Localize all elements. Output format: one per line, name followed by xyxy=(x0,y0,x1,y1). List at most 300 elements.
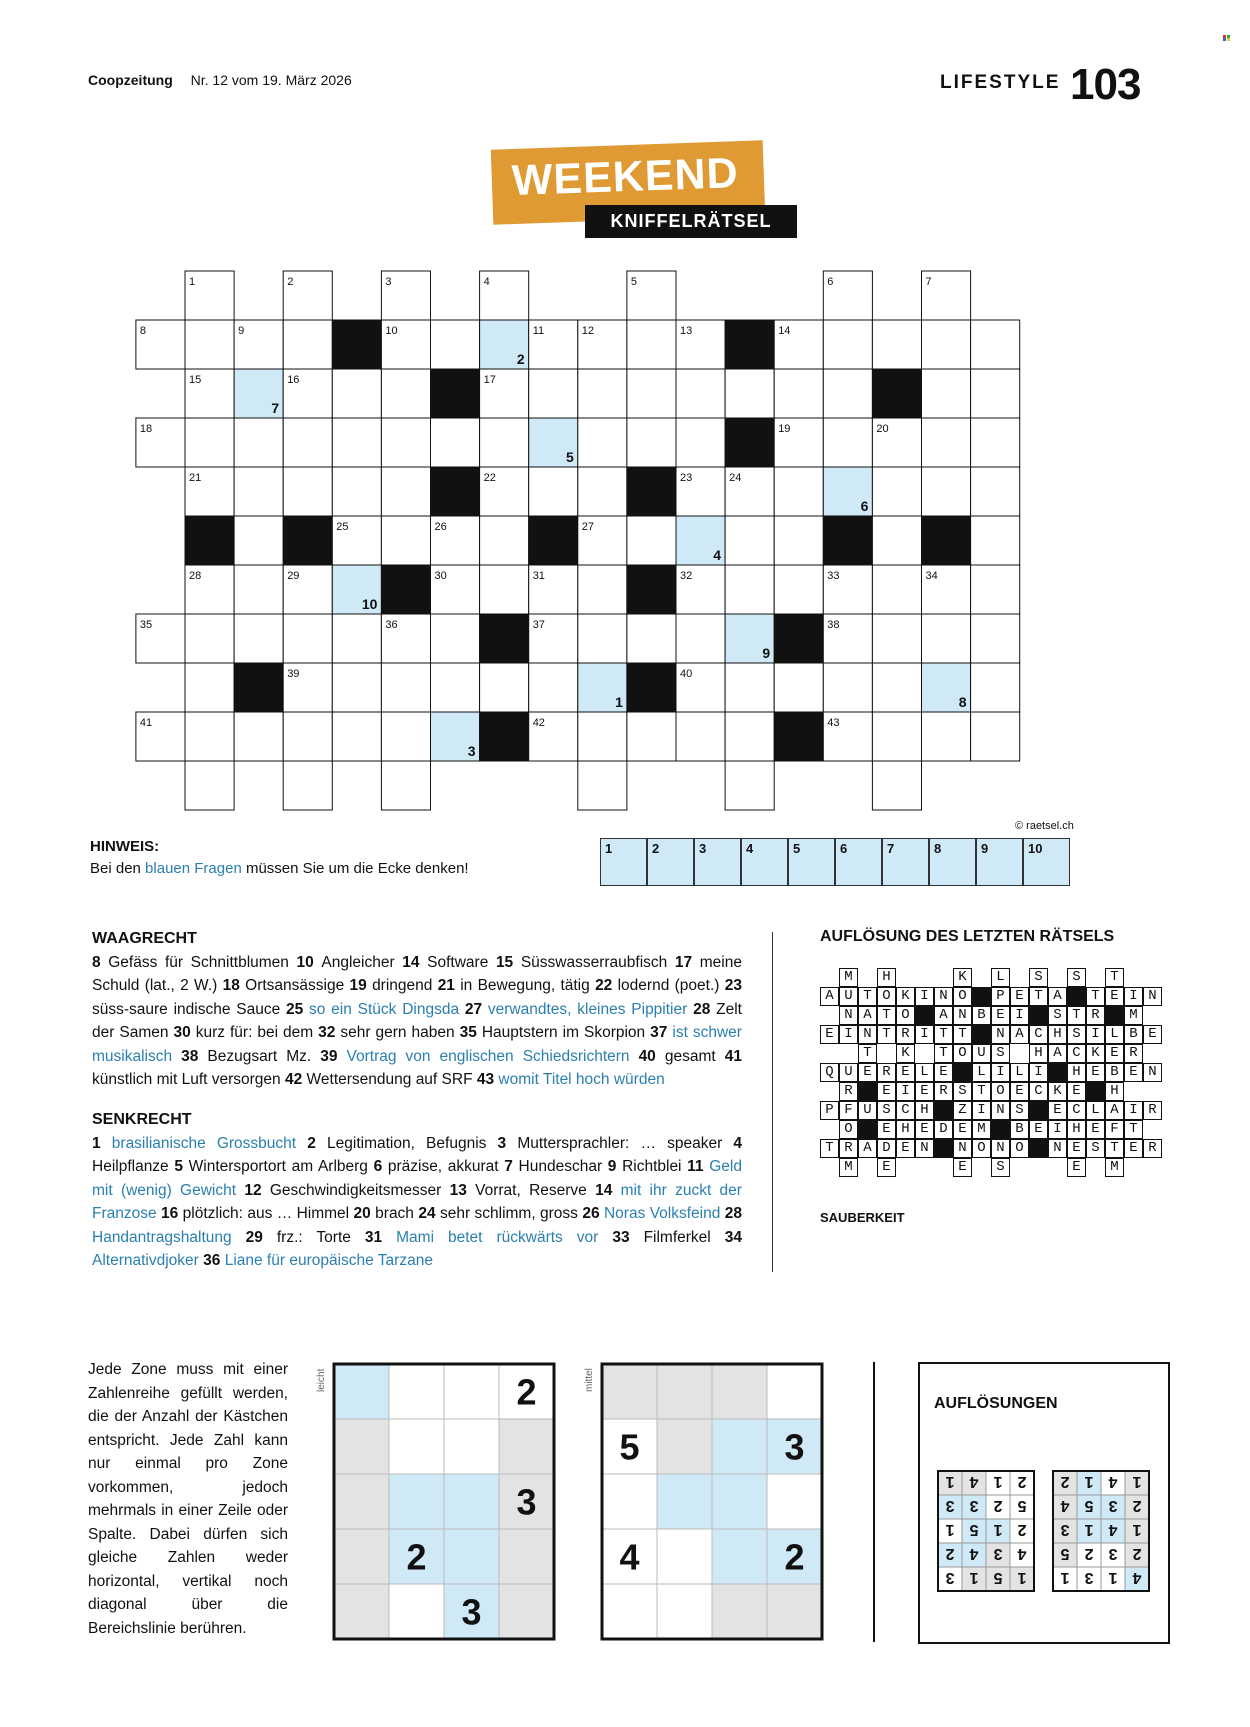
solution-letter: N xyxy=(953,1139,972,1158)
grid-cell[interactable] xyxy=(627,516,676,565)
grid-cell[interactable] xyxy=(725,320,774,369)
grid-cell[interactable] xyxy=(578,761,627,810)
clue-number: 43 xyxy=(476,1071,499,1088)
solution-letter: E xyxy=(877,1120,896,1139)
grid-cell[interactable] xyxy=(234,663,283,712)
answer-number: 3 xyxy=(945,1569,955,1586)
grid-cell[interactable] xyxy=(774,516,823,565)
grid-cell[interactable] xyxy=(725,418,774,467)
zone-cell[interactable] xyxy=(712,1364,767,1419)
solution-letter: L xyxy=(1086,1101,1105,1120)
clue-number: 43 xyxy=(827,717,840,729)
grid-cell[interactable] xyxy=(480,663,529,712)
grid-cell[interactable] xyxy=(971,467,1020,516)
answer-number: 3 xyxy=(945,1497,955,1514)
solution-letter: N xyxy=(1143,987,1162,1006)
grid-cell[interactable] xyxy=(676,712,725,761)
grid-cell[interactable] xyxy=(332,614,381,663)
zone-cell[interactable] xyxy=(499,1419,554,1474)
zone-cell[interactable] xyxy=(389,1474,444,1529)
solution-letter: O xyxy=(1010,1139,1029,1158)
solution-letter: H xyxy=(1067,1063,1086,1082)
zone-cell[interactable] xyxy=(712,1584,767,1639)
solution-letter: S xyxy=(1067,1025,1086,1044)
grid-cell[interactable] xyxy=(185,761,234,810)
solution-letter: U xyxy=(858,1101,877,1120)
hint-text-pre: Bei den xyxy=(90,860,146,877)
solution-letter: L xyxy=(991,968,1010,987)
clues-across xyxy=(92,927,742,1092)
zone-cell[interactable] xyxy=(334,1364,389,1419)
solution-letter: B xyxy=(972,1006,991,1025)
zone-cell[interactable] xyxy=(657,1474,712,1529)
clue-number: 28 xyxy=(189,570,202,582)
grid-cell[interactable] xyxy=(332,320,381,369)
across-title: WAAGRECHT xyxy=(92,930,197,947)
grid-cell[interactable] xyxy=(627,418,676,467)
grid-cell[interactable] xyxy=(332,418,381,467)
grid-cell[interactable] xyxy=(872,467,921,516)
solution-letter: T xyxy=(858,987,877,1006)
grid-cell[interactable] xyxy=(578,418,627,467)
grid-cell[interactable] xyxy=(381,467,430,516)
answer-number: 1 xyxy=(1132,1473,1142,1490)
clue-number: 36 xyxy=(203,1252,225,1269)
clue-number: 32 xyxy=(680,570,693,582)
grid-cell[interactable] xyxy=(578,712,627,761)
grid-cell[interactable] xyxy=(872,663,921,712)
grid-cell[interactable] xyxy=(529,516,578,565)
given-number: 2 xyxy=(784,1536,805,1578)
solution-letter: I xyxy=(1029,1063,1048,1082)
solution-letter: U xyxy=(839,1063,858,1082)
solution-letter: E xyxy=(1105,1044,1124,1063)
solution-letter: O xyxy=(839,1120,858,1139)
grid-cell[interactable] xyxy=(283,516,332,565)
clue-number: 28 xyxy=(693,1000,717,1018)
clue-number: 29 xyxy=(245,1228,277,1246)
grid-cell[interactable] xyxy=(431,614,480,663)
black-cell xyxy=(858,1120,877,1139)
solution-cell[interactable]: 3 xyxy=(694,838,741,886)
solution-letter: H xyxy=(877,968,896,987)
grid-cell[interactable] xyxy=(872,320,921,369)
grid-cell[interactable] xyxy=(283,467,332,516)
grid-cell[interactable] xyxy=(676,369,725,418)
answer-number: 1 xyxy=(969,1569,979,1586)
zone-cell[interactable] xyxy=(444,1419,499,1474)
grid-cell[interactable] xyxy=(922,712,971,761)
clue-number: 22 xyxy=(595,977,618,994)
clue-number: 34 xyxy=(925,570,938,582)
grid-cell[interactable] xyxy=(971,516,1020,565)
grid-cell[interactable] xyxy=(431,467,480,516)
grid-cell[interactable] xyxy=(922,369,971,418)
grid-cell[interactable] xyxy=(823,320,872,369)
grid-cell[interactable] xyxy=(480,712,529,761)
grid-cell[interactable] xyxy=(283,712,332,761)
answer-number: 4 xyxy=(1108,1473,1118,1490)
solution-letter: I xyxy=(972,1101,991,1120)
grid-cell[interactable] xyxy=(627,614,676,663)
solution-letter: L xyxy=(1010,1063,1029,1082)
clue-number: 38 xyxy=(181,1047,208,1065)
grid-cell[interactable] xyxy=(922,614,971,663)
solution-letter-number: 8 xyxy=(958,694,967,710)
grid-cell[interactable] xyxy=(872,516,921,565)
grid-cell[interactable] xyxy=(234,467,283,516)
clue-text: Alternativdjoker xyxy=(92,1252,204,1269)
grid-cell[interactable] xyxy=(971,320,1020,369)
zone-cell[interactable] xyxy=(657,1584,712,1639)
grid-cell[interactable] xyxy=(529,663,578,712)
solution-cell[interactable]: 2 xyxy=(647,838,694,886)
zone-cell[interactable] xyxy=(499,1529,554,1584)
grid-cell[interactable] xyxy=(627,467,676,516)
solution-cell[interactable]: 4 xyxy=(741,838,788,886)
grid-cell[interactable] xyxy=(774,369,823,418)
grid-cell[interactable] xyxy=(725,516,774,565)
grid-cell[interactable] xyxy=(332,712,381,761)
solution-letter: M xyxy=(839,1158,858,1177)
clue-number: 5 xyxy=(630,276,638,288)
grid-cell[interactable] xyxy=(971,369,1020,418)
clue-number: 7 xyxy=(925,276,932,288)
solution-cell[interactable]: 5 xyxy=(788,838,835,886)
grid-cell[interactable] xyxy=(381,761,430,810)
clue-number: 11 xyxy=(532,325,545,337)
grid-cell[interactable] xyxy=(431,418,480,467)
grid-cell[interactable] xyxy=(185,712,234,761)
clue-number: 40 xyxy=(638,1047,665,1065)
grid-cell[interactable] xyxy=(627,663,676,712)
grid-cell[interactable] xyxy=(529,369,578,418)
grid-cell[interactable] xyxy=(872,369,921,418)
grid-cell[interactable] xyxy=(381,565,430,614)
clue-text: brasilianische Grossbucht xyxy=(111,1134,308,1152)
grid-cell[interactable] xyxy=(234,614,283,663)
zone-cell[interactable] xyxy=(334,1584,389,1639)
solution-cell[interactable]: 8 xyxy=(929,838,976,886)
zone-cell[interactable] xyxy=(767,1474,822,1529)
grid-cell[interactable] xyxy=(823,369,872,418)
zone-cell[interactable] xyxy=(657,1364,712,1419)
answer-number: 1 xyxy=(1084,1521,1094,1538)
solution-letter: A xyxy=(1010,1025,1029,1044)
answer-number: 1 xyxy=(1132,1521,1142,1538)
solution-letter: E xyxy=(953,1158,972,1177)
zone-cell[interactable] xyxy=(334,1529,389,1584)
clue-number: 23 xyxy=(680,472,693,484)
solution-letter: E xyxy=(1067,1139,1086,1158)
down-clues-text xyxy=(92,1132,742,1273)
clue-number: 30 xyxy=(173,1024,196,1041)
solution-cell[interactable]: 9 xyxy=(976,838,1023,886)
clue-text: Wintersportort am Arlberg xyxy=(188,1158,374,1175)
clue-number: 9 xyxy=(238,325,245,337)
grid-cell[interactable] xyxy=(823,663,872,712)
grid-cell[interactable] xyxy=(283,761,332,810)
grid-cell[interactable] xyxy=(431,663,480,712)
copyright: © raetsel.ch xyxy=(1015,820,1074,832)
grid-cell[interactable] xyxy=(431,320,480,369)
grid-cell[interactable] xyxy=(283,614,332,663)
solution-letter: R xyxy=(896,1025,915,1044)
grid-cell[interactable] xyxy=(872,614,921,663)
solution-letter: R xyxy=(877,1063,896,1082)
grid-cell[interactable] xyxy=(529,467,578,516)
answer-number: 1 xyxy=(945,1473,955,1490)
clue-number: 16 xyxy=(161,1205,183,1222)
solution-letter: N xyxy=(991,1025,1010,1044)
clue-number: 34 xyxy=(724,1228,742,1246)
grid-cell[interactable] xyxy=(332,663,381,712)
grid-cell[interactable] xyxy=(725,761,774,810)
grid-cell[interactable] xyxy=(725,369,774,418)
given-number: 2 xyxy=(406,1536,427,1578)
grid-cell[interactable] xyxy=(971,663,1020,712)
clue-number: 15 xyxy=(495,953,521,971)
grid-cell[interactable] xyxy=(627,320,676,369)
grid-cell[interactable] xyxy=(381,516,430,565)
black-cell xyxy=(1029,1006,1048,1025)
solution-cell[interactable]: 1 xyxy=(600,838,647,886)
grid-cell[interactable] xyxy=(480,565,529,614)
grid-cell[interactable] xyxy=(774,614,823,663)
clue-number: 21 xyxy=(437,977,461,994)
solution-letter: I xyxy=(1086,1025,1105,1044)
clue-text: meine Schuld (lat., 2 W.) xyxy=(92,953,742,994)
clue-number: 20 xyxy=(353,1205,376,1222)
clue-text: Muttersprachler: … speaker xyxy=(517,1134,734,1152)
solution-letter: N xyxy=(991,1139,1010,1158)
clue-number: 31 xyxy=(532,570,545,582)
clue-number: 41 xyxy=(724,1047,742,1065)
grid-cell[interactable] xyxy=(234,418,283,467)
grid-cell[interactable] xyxy=(872,565,921,614)
grid-cell[interactable] xyxy=(725,565,774,614)
grid-cell[interactable] xyxy=(627,712,676,761)
grid-cell[interactable] xyxy=(922,320,971,369)
grid-cell[interactable] xyxy=(480,614,529,663)
clues-down xyxy=(92,1108,742,1273)
grid-cell[interactable] xyxy=(872,761,921,810)
grid-cell[interactable] xyxy=(922,516,971,565)
black-cell xyxy=(972,987,991,1006)
solution-letter: E xyxy=(896,1063,915,1082)
answers-title: AUFLÖSUNGEN xyxy=(934,1395,1058,1412)
solution-cell[interactable]: 10 xyxy=(1023,838,1070,886)
solution-letter: H xyxy=(915,1101,934,1120)
grid-cell[interactable] xyxy=(578,467,627,516)
solution-letter-number: 4 xyxy=(713,547,722,563)
clue-text: Vortrag von englischen Schiedsrichtern xyxy=(346,1047,639,1065)
grid-cell[interactable] xyxy=(774,467,823,516)
grid-cell[interactable] xyxy=(578,614,627,663)
solution-letter: A xyxy=(1048,987,1067,1006)
clue-number: 2 xyxy=(287,276,294,288)
grid-cell[interactable] xyxy=(578,565,627,614)
clue-text: Geld mit (wenig) Gewicht xyxy=(92,1158,742,1199)
zone-cell[interactable] xyxy=(602,1584,657,1639)
solution-letter: E xyxy=(915,1120,934,1139)
zone-cell[interactable] xyxy=(389,1419,444,1474)
zone-cell[interactable] xyxy=(712,1419,767,1474)
grid-cell[interactable] xyxy=(774,565,823,614)
clue-text: in Bewegung, tätig xyxy=(460,977,596,994)
clue-number: 21 xyxy=(189,472,202,484)
solution-cell[interactable]: 6 xyxy=(835,838,882,886)
answer-number: 1 xyxy=(1084,1473,1094,1490)
solution-letter: C xyxy=(896,1101,915,1120)
solution-letter: U xyxy=(972,1044,991,1063)
answer-number: 1 xyxy=(993,1473,1003,1490)
answer-number: 4 xyxy=(1017,1545,1027,1562)
grid-cell[interactable] xyxy=(185,418,234,467)
clue-number: 10 xyxy=(296,953,322,971)
solution-letter: E xyxy=(934,1063,953,1082)
grid-cell[interactable] xyxy=(480,516,529,565)
grid-cell[interactable] xyxy=(234,565,283,614)
grid-cell[interactable] xyxy=(381,418,430,467)
grid-cell[interactable] xyxy=(774,663,823,712)
grid-cell[interactable] xyxy=(725,712,774,761)
zone-cell[interactable] xyxy=(444,1474,499,1529)
solution-letter: S xyxy=(1067,968,1086,987)
solution-letter: H xyxy=(1048,1025,1067,1044)
solution-letter: I xyxy=(1124,987,1143,1006)
grid-cell[interactable] xyxy=(922,467,971,516)
grid-cell[interactable] xyxy=(431,369,480,418)
clue-number: 12 xyxy=(244,1181,270,1199)
zone-puzzle-easy xyxy=(332,1362,558,1644)
clue-number: 5 xyxy=(174,1158,189,1175)
zone-cell[interactable] xyxy=(767,1584,822,1639)
grid-cell[interactable] xyxy=(381,663,430,712)
solution-letter: T xyxy=(934,1025,953,1044)
grid-cell[interactable] xyxy=(922,418,971,467)
zone-cell[interactable] xyxy=(767,1364,822,1419)
clue-number: 37 xyxy=(650,1024,673,1041)
grid-cell[interactable] xyxy=(185,614,234,663)
zone-cell[interactable] xyxy=(499,1584,554,1639)
clue-number: 6 xyxy=(373,1158,388,1175)
solution-letter: E xyxy=(1105,987,1124,1006)
solution-letter-number: 1 xyxy=(615,694,623,710)
solution-letter: F xyxy=(839,1101,858,1120)
clue-text: sehr schlimm, gross xyxy=(439,1205,583,1222)
grid-cell[interactable] xyxy=(578,369,627,418)
answer-number: 1 xyxy=(1017,1569,1027,1586)
zone-cell[interactable] xyxy=(712,1474,767,1529)
clue-number: 12 xyxy=(581,325,595,337)
answer-easy-grid xyxy=(1047,1465,1153,1595)
solution-cell[interactable]: 7 xyxy=(882,838,929,886)
solution-letter: S xyxy=(953,1082,972,1101)
grid-cell[interactable] xyxy=(234,712,283,761)
clue-text: frz.: Torte xyxy=(276,1228,365,1246)
black-cell xyxy=(915,1006,934,1025)
solution-letter: I xyxy=(915,1025,934,1044)
grid-cell[interactable] xyxy=(627,565,676,614)
grid-cell[interactable] xyxy=(283,320,332,369)
clue-text: süss-saure indische Sauce xyxy=(92,1000,286,1018)
grid-cell[interactable] xyxy=(676,614,725,663)
zone-cell[interactable] xyxy=(389,1364,444,1419)
solution-letter: T xyxy=(1105,968,1124,987)
grid-cell[interactable] xyxy=(332,369,381,418)
solution-letter: E xyxy=(915,1082,934,1101)
clue-number: 24 xyxy=(418,1205,440,1222)
grid-cell[interactable] xyxy=(185,516,234,565)
grid-cell[interactable] xyxy=(627,369,676,418)
clue-number: 30 xyxy=(434,570,447,582)
zone-cell[interactable] xyxy=(602,1364,657,1419)
solution-letter: E xyxy=(1067,1158,1086,1177)
grid-cell[interactable] xyxy=(971,418,1020,467)
grid-cell[interactable] xyxy=(774,712,823,761)
solution-letter: O xyxy=(991,1082,1010,1101)
grid-cell[interactable] xyxy=(283,418,332,467)
grid-cell[interactable] xyxy=(381,369,430,418)
grid-cell[interactable] xyxy=(971,614,1020,663)
answer-number: 2 xyxy=(945,1545,955,1562)
zone-cell[interactable] xyxy=(334,1419,389,1474)
grid-cell[interactable] xyxy=(480,418,529,467)
grid-cell[interactable] xyxy=(332,467,381,516)
grid-cell[interactable] xyxy=(185,320,234,369)
solution-letter: L xyxy=(915,1063,934,1082)
clue-text: Gefäss für Schnittblumen xyxy=(108,953,297,971)
solution-letter: T xyxy=(934,1044,953,1063)
zone-cell[interactable] xyxy=(712,1529,767,1584)
zone-cell[interactable] xyxy=(602,1474,657,1529)
grid-cell[interactable] xyxy=(234,516,283,565)
solution-letter: R xyxy=(1086,1006,1105,1025)
given-number: 3 xyxy=(516,1481,537,1523)
grid-cell[interactable] xyxy=(381,712,430,761)
grid-cell[interactable] xyxy=(725,663,774,712)
zone-cell[interactable] xyxy=(444,1529,499,1584)
solution-letter: C xyxy=(1067,1101,1086,1120)
clue-text: Angleicher xyxy=(321,953,403,971)
grid-cell[interactable] xyxy=(676,418,725,467)
solution-letter: N xyxy=(953,1006,972,1025)
grid-cell[interactable] xyxy=(971,565,1020,614)
zone-cell[interactable] xyxy=(444,1364,499,1419)
solution-letter: E xyxy=(858,1063,877,1082)
hint-label: HINWEIS: xyxy=(90,838,160,855)
clue-number: 23 xyxy=(724,977,742,994)
grid-cell[interactable] xyxy=(971,712,1020,761)
solution-letter: E xyxy=(953,1120,972,1139)
hint-box xyxy=(90,836,469,880)
grid-cell[interactable] xyxy=(872,712,921,761)
zone-cell[interactable] xyxy=(389,1584,444,1639)
zone-cell[interactable] xyxy=(334,1474,389,1529)
clue-number: 25 xyxy=(285,1000,310,1018)
grid-cell[interactable] xyxy=(823,516,872,565)
solution-letter: H xyxy=(1029,1044,1048,1063)
grid-cell[interactable] xyxy=(185,663,234,712)
zone-cell[interactable] xyxy=(657,1529,712,1584)
solution-letter: E xyxy=(1010,1082,1029,1101)
solution-letter: T xyxy=(1067,1006,1086,1025)
solution-letter: S xyxy=(877,1101,896,1120)
answer-medium-grid xyxy=(932,1465,1038,1595)
grid-cell[interactable] xyxy=(823,418,872,467)
zone-cell[interactable] xyxy=(657,1419,712,1474)
